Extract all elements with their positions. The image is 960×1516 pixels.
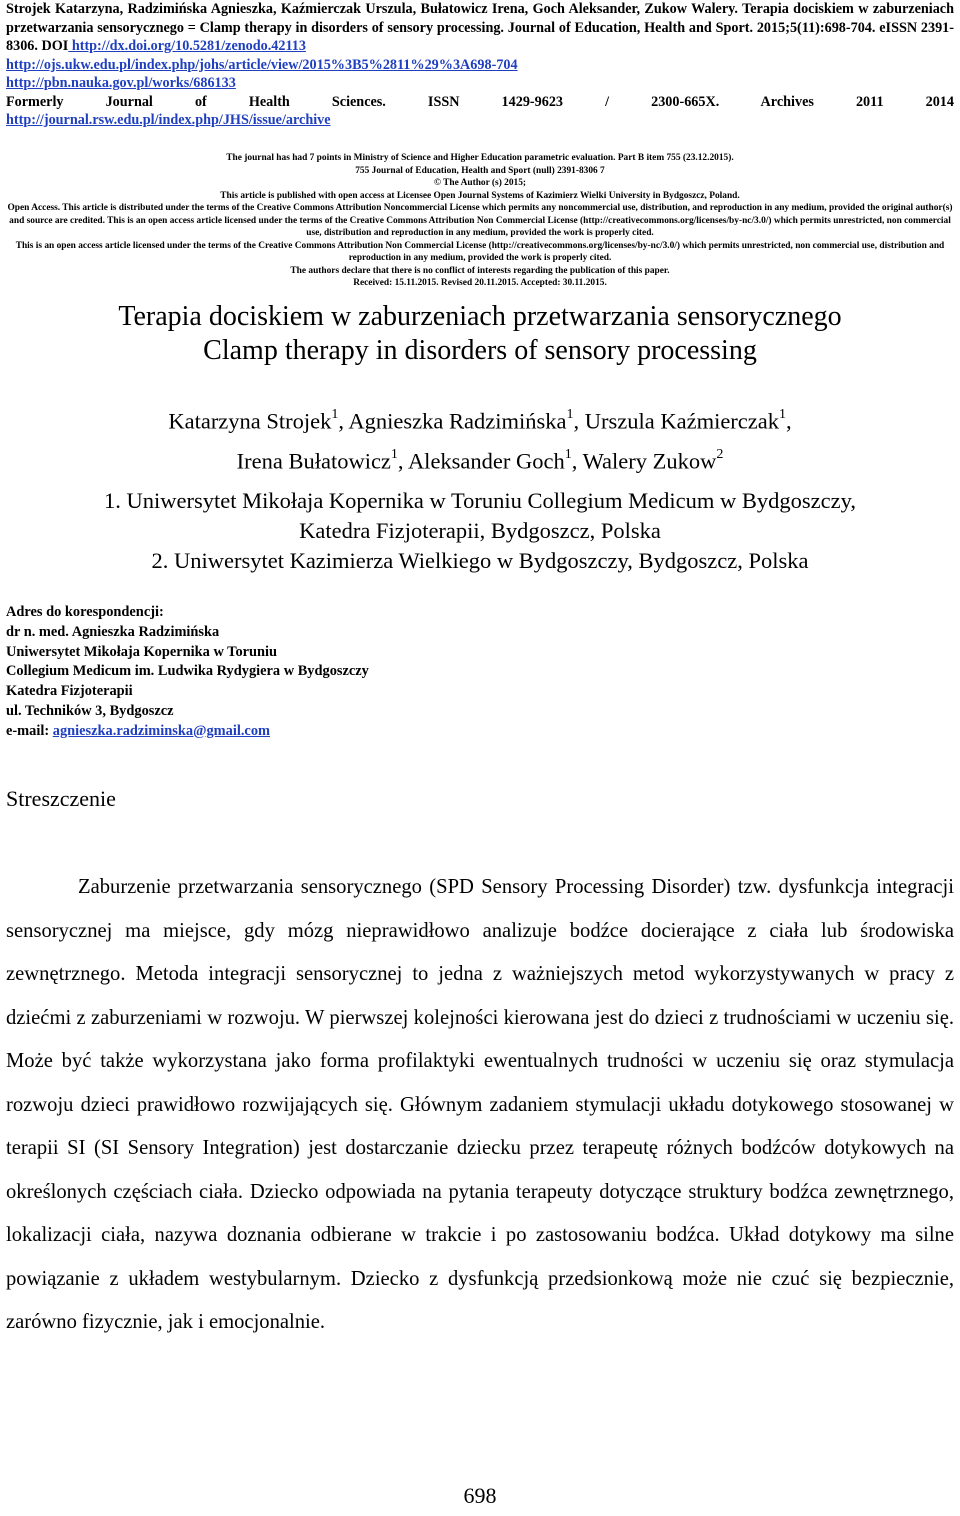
citation-header (6, 0, 954, 130)
email-link[interactable]: agnieszka.radziminska@gmail.com (52, 722, 271, 739)
page-number: 698 (463, 1483, 497, 1508)
affiliations (0, 486, 960, 576)
archive-link[interactable]: http://journal.rsw.edu.pl/index.php/JHS/issue/archive (6, 112, 331, 128)
email-label: e-mail: (6, 722, 53, 739)
notice-line: The journal has had 7 points in Ministry of Science and Higher Education parametric evaluation. Part B item 755 (23.12.2015). (226, 153, 734, 163)
correspondence-line: dr n. med. Agnieszka Radzimińska (6, 623, 220, 640)
citation-text: Strojek Katarzyna, Radzimińska Agnieszka, Kaźmierczak Urszula, Bułatowicz Irena, Goch Aleksander, Zukow Walery. Terapia dociskiem w zaburzeniach przetwarzania sensorycznego = Clamp therapy in disorders of sensory processing. Journal of Education, Health and Sport. 2015;5(11):698-704. eISSN 2391-8306. DOI (6, 1, 954, 54)
author-affiliation-mark: 1 (331, 407, 339, 422)
author-affiliation-mark: 2 (716, 446, 724, 462)
correspondence-line: Katedra Fizjoterapii (6, 683, 133, 700)
author-affiliation-mark: 1 (566, 407, 574, 422)
author-name: Aleksander Goch (407, 448, 565, 473)
affiliation-1-line1: 1. Uniwersytet Mikołaja Kopernika w Toruniu Collegium Medicum w Bydgoszczy, (103, 488, 857, 513)
notice-line: © The Author (s) 2015; (433, 178, 527, 188)
correspondence-line: ul. Techników 3, Bydgoszcz (6, 702, 174, 719)
notice-line: The authors declare that there is no conflict of interests regarding the publication of this paper. (290, 265, 670, 276)
author-name: Agnieszka Radzimińska (348, 408, 567, 434)
author-affiliation-mark: 1 (779, 407, 787, 422)
affiliation-2: 2. Uniwersytet Kazimierza Wielkiego w Bydgoszczy, Bydgoszcz, Polska (151, 548, 809, 573)
section-heading: Streszczenie (6, 786, 116, 811)
notice-line: This is an open access article licensed under the terms of the Creative Commons Attribution Non Commercial License (http://creativecommons.org/licenses/by-nc/3.0/) which permits unrestricted, non commercial use, distribution and reproduction in any medium, provided the work is properly cited. (15, 240, 945, 263)
author-name: Irena Bułatowicz (236, 448, 391, 473)
correspondence-block (6, 603, 369, 742)
notice-line: Open Access. This article is distributed under the terms of the Creative Commons Attribution Noncommercial License which permits any noncommercial use, distribution, and reproduction in any medium, provided the original author(s) and source are credited. This is an open access article licensed under the terms of the Creative Commons Attribution Non Commercial License (http://creativecommons.org/licenses/by-nc/3.0/) which permits unrestricted, non commercial use, distribution and reproduction in any medium, provided the work is properly cited. (7, 203, 953, 238)
notice-line: 755 Journal of Education, Health and Sport (null) 2391-8306 7 (355, 165, 605, 176)
pbn-link[interactable]: http://pbn.nauka.gov.pl/works/686133 (6, 75, 236, 91)
notice-line: Received: 15.11.2015. Revised 20.11.2015. Accepted: 30.11.2015. (353, 278, 607, 288)
author-name: Urszula Kaźmierczak (584, 408, 780, 434)
correspondence-heading: Adres do korespondencji: (6, 604, 164, 620)
title-english: Clamp therapy in disorders of sensory processing (203, 335, 757, 366)
correspondence-line: Collegium Medicum im. Ludwika Rydygiera w Bydgoszczy (6, 663, 369, 680)
paper-title (0, 300, 960, 368)
author-list: Katarzyna Strojek$^1$, Agnieszka Radzimińska$^1$, Urszula Kaźmierczak$^1$, Irena Bułatowicz$^1$, Aleksander Goch$^1$, Walery Zukow$^2$ (168, 407, 792, 473)
author-affiliation-mark: 1 (390, 446, 398, 462)
formerly-line: Formerly Journal of Health Sciences. ISSN 1429-9623 / 2300-665X. Archives 2011 2014 (6, 93, 954, 110)
correspondence-line: Uniwersytet Mikołaja Kopernika w Toruniu (6, 643, 278, 660)
doi-link[interactable]: http://dx.doi.org/10.5281/zenodo.42113 (68, 38, 306, 54)
author-name: Walery Zukow (582, 448, 717, 473)
affiliation-1-line2: Katedra Fizjoterapii, Bydgoszcz, Polska (299, 518, 661, 543)
abstract-paragraph (6, 866, 954, 1345)
author-name: Katarzyna Strojek (168, 408, 332, 434)
abstract-text: Zaburzenie przetwarzania sensorycznego (SPD Sensory Processing Disorder) tzw. dysfunkcja integracji sensorycznej ma miejsce, gdy mózg nieprawidłowo analizuje bodźce docierające z ciała lub środowiska zewnętrznego. Metoda integracji sensorycznej to jedna z ważniejszych metod wykorzystywanych w pracy z dziećmi z zaburzeniami w rozwoju. W pierwszej kolejności kierowana jest do dzieci z trudnościami w uczeniu się. Może być także wykorzystana jako forma profilaktyki ewentualnych trudności w uczeniu się oraz stymulacja rozwoju dzieci prawidłowo rozwijających się. Głównym zadaniem stymulacji układu dotykowego stosowanej w terapii SI (SI Sensory Integration) jest dostarczanie dziecku przez terapeutę różnych bodźców dotykowych na określonych częściach ciała. Dziecko odpowiada na pytania terapeuty dotyczące struktury bodźca zewnętrznego, lokalizacji ciała, nazywa doznania odbierane w trakcie i po zastosowaniu bodźca. Układ dotykowy ma silne powiązanie z układem westybularnym. Dziecko z dysfunkcją przedsionkową może nie czuć się bezpiecznie, zarówno fizycznie, jak i emocjonalnie. (6, 876, 954, 1333)
notice-line: This article is published with open access at Licensee Open Journal Systems of Kazimierz Wielki University in Bydgoszcz, Poland. (220, 190, 740, 201)
title-polish: Terapia dociskiem w zaburzeniach przetwarzania sensorycznego (118, 301, 842, 332)
author-affiliation-mark: 1 (564, 446, 572, 462)
ojs-link[interactable]: http://ojs.ukw.edu.pl/index.php/johs/article/view/2015%3B5%2811%29%3A698-704 (6, 56, 518, 73)
license-notice (4, 152, 956, 290)
